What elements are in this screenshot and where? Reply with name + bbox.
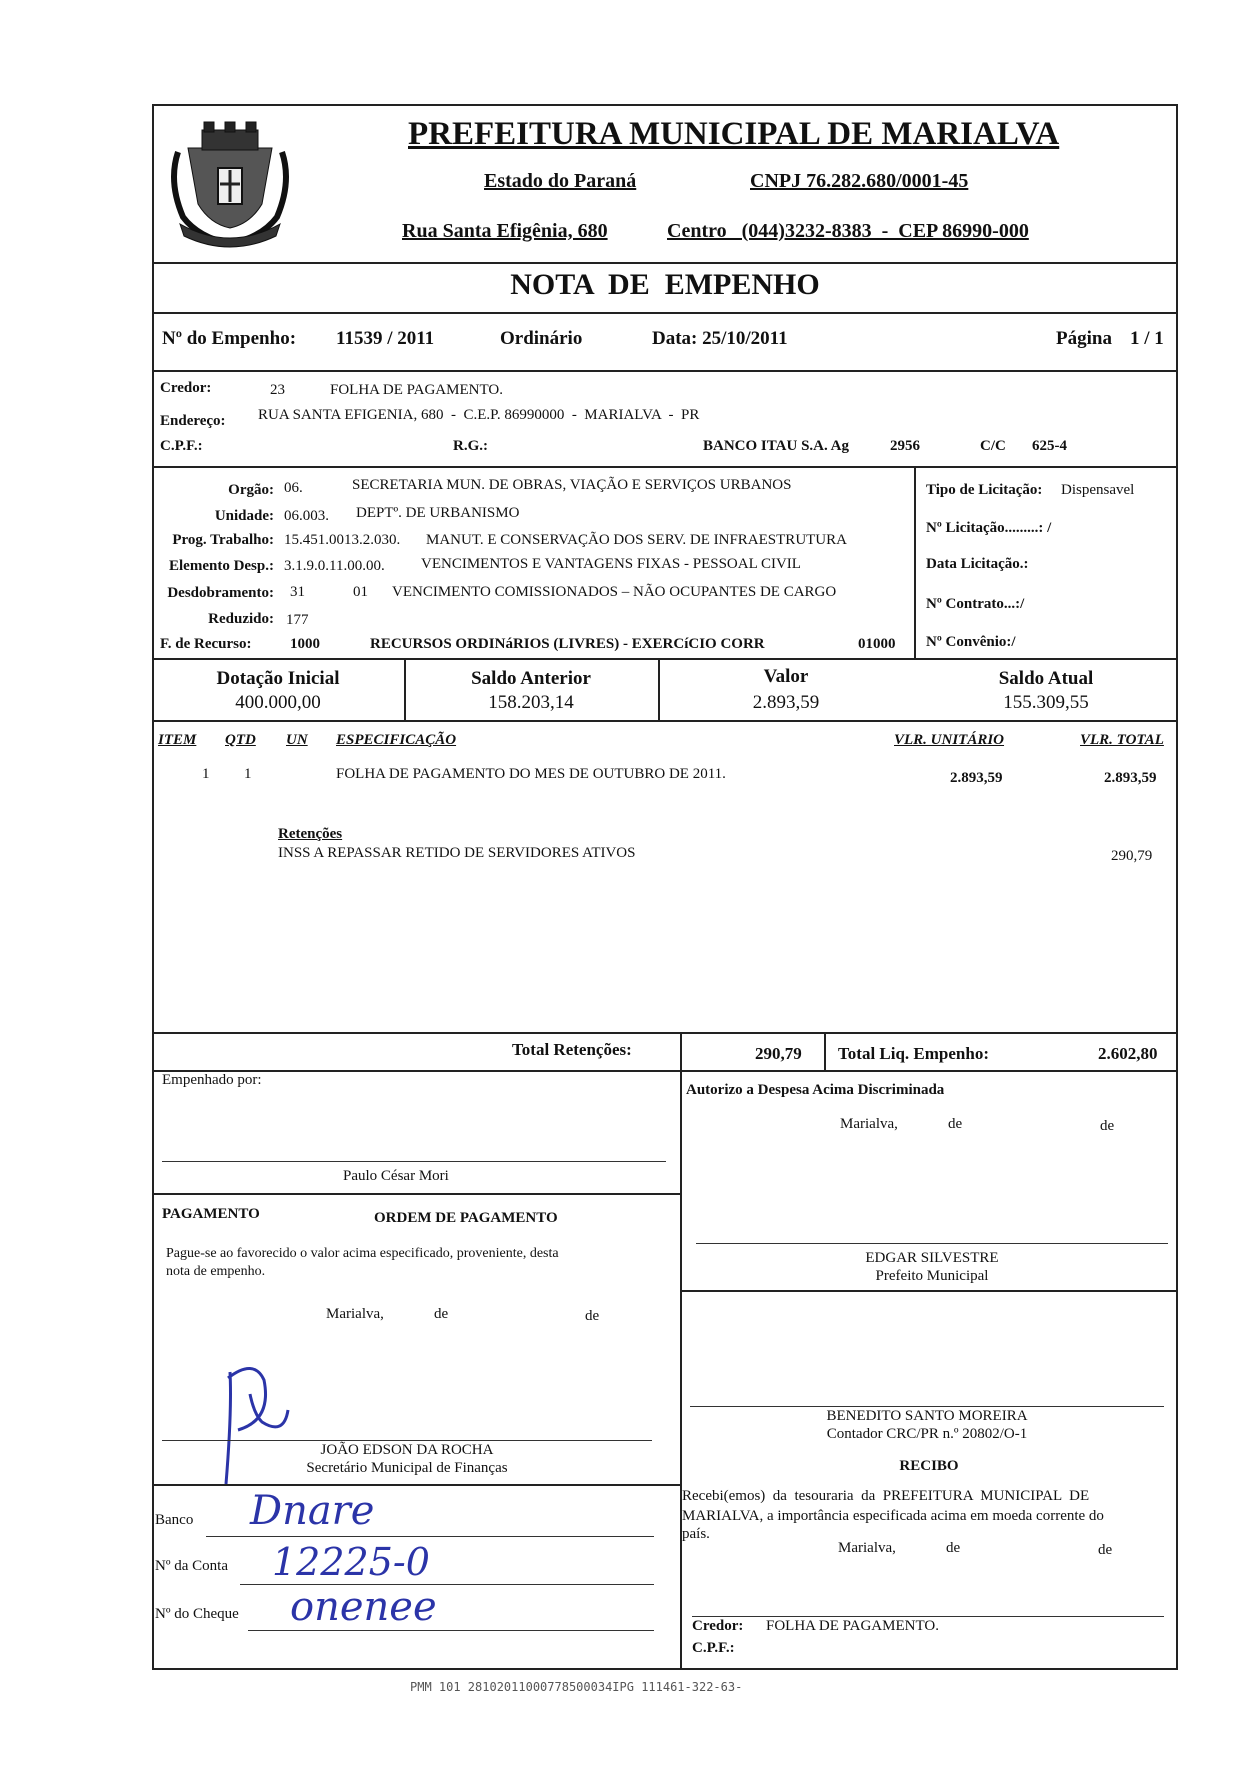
numero-contrato: Nº Contrato...:/	[926, 596, 1025, 612]
prefeito-name: EDGAR SILVESTRE	[865, 1250, 999, 1266]
endereco: RUA SANTA EFIGENIA, 680 - C.E.P. 86990000 - MARIALVA - PR	[258, 407, 700, 423]
data-licitacao: Data Licitação.:	[926, 556, 1029, 572]
recurso-code: 1000	[290, 636, 320, 652]
credor-label: Credor:	[160, 380, 212, 396]
numero-convenio: Nº Convênio:/	[926, 634, 1016, 650]
valor-value: 2.893,59	[752, 692, 820, 713]
recibo-label: RECIBO	[899, 1458, 959, 1474]
dotacao-inicial-label: Dotação Inicial	[216, 668, 340, 689]
page-label: Página	[1056, 328, 1112, 349]
dotacao-inicial-value: 400.000,00	[235, 692, 321, 713]
saldo-atual-label: Saldo Atual	[998, 668, 1094, 689]
recurso-label: F. de Recurso:	[160, 636, 252, 652]
item-number: 1	[202, 766, 210, 782]
address-contact: Centro (044)3232-8383 - CEP 86990-000	[667, 220, 1029, 242]
rg-label: R.G.:	[453, 438, 488, 454]
autorizo-place: Marialva,	[840, 1116, 898, 1132]
saldo-atual-value: 155.309,55	[1003, 692, 1089, 713]
total-liquido-label: Total Liq. Empenho:	[838, 1044, 989, 1063]
recibo-text-3: país.	[682, 1526, 710, 1542]
contador-role: Contador CRC/PR n.º 20802/O-1	[826, 1426, 1028, 1442]
total-liquido-value: 2.602,80	[1098, 1044, 1158, 1063]
conta-label: Nº da Conta	[155, 1558, 228, 1574]
retencao-value: 290,79	[1111, 848, 1153, 864]
retencao-desc: INSS A REPASSAR RETIDO DE SERVIDORES ATIVOS	[278, 845, 636, 861]
endereco-label: Endereço:	[160, 413, 226, 429]
orgao-name: SECRETARIA MUN. DE OBRAS, VIAÇÃO E SERVIÇOS URBANOS	[352, 477, 792, 493]
desdobramento-name: VENCIMENTO COMISSIONADOS – NÃO OCUPANTES DE CARGO	[392, 584, 837, 600]
col-vlr-unitario: VLR. UNITÁRIO	[894, 732, 1005, 748]
unidade-label: Unidade:	[214, 508, 274, 524]
numero-licitacao: Nº Licitação.........: /	[926, 520, 1052, 536]
unidade-code: 06.003.	[284, 508, 329, 524]
autorizo-label: Autorizo a Despesa Acima Discriminada	[686, 1082, 945, 1098]
banco-label: Banco	[155, 1512, 194, 1528]
cc-label: C/C	[980, 438, 1006, 454]
elemento-name: VENCIMENTOS E VANTAGENS FIXAS - PESSOAL CIVIL	[421, 556, 801, 572]
reduzido-value: 177	[286, 612, 309, 628]
recibo-credor: FOLHA DE PAGAMENTO.	[766, 1618, 939, 1634]
orgao-label: Orgão:	[228, 482, 274, 498]
cnpj: CNPJ 76.282.680/0001-45	[750, 170, 969, 192]
col-item: ITEM	[158, 732, 197, 748]
reduzido-label: Reduzido:	[208, 611, 274, 627]
tipo-licitacao: Dispensavel	[1061, 482, 1135, 498]
autorizo-de2: de	[1100, 1118, 1115, 1134]
orgao-code: 06.	[284, 480, 303, 496]
credor-code: 23	[270, 382, 285, 398]
total-retencoes-value: 290,79	[755, 1044, 802, 1063]
elemento-code: 3.1.9.0.11.00.00.	[284, 558, 385, 574]
autorizo-de1: de	[948, 1116, 963, 1132]
prog-trabalho-name: MANUT. E CONSERVAÇÃO DOS SERV. DE INFRAESTRUTURA	[426, 532, 847, 548]
pagamento-text-1: Pague-se ao favorecido o valor acima especificado, proveniente, desta	[166, 1246, 559, 1261]
col-un: UN	[286, 732, 308, 748]
banco-handwritten: Dnare	[250, 1488, 375, 1534]
secretario-role: Secretário Municipal de Finanças	[306, 1460, 508, 1476]
ordem-pagamento-label: ORDEM DE PAGAMENTO	[374, 1210, 558, 1226]
desdobramento-label: Desdobramento:	[167, 585, 274, 601]
pagamento-de2: de	[585, 1308, 600, 1324]
secretario-name: JOÃO EDSON DA ROCHA	[320, 1442, 494, 1458]
elemento-label: Elemento Desp.:	[169, 558, 274, 574]
recibo-de1: de	[946, 1540, 961, 1556]
item-vlr-total: 2.893,59	[1104, 770, 1157, 786]
cc-number: 625-4	[1032, 438, 1067, 454]
cheque-handwritten: onenee	[290, 1584, 437, 1630]
prefeito-role: Prefeito Municipal	[875, 1268, 989, 1284]
item-qtd: 1	[244, 766, 252, 782]
unidade-name: DEPTº. DE URBANISMO	[356, 505, 520, 521]
empenhado-name: Paulo César Mori	[343, 1168, 449, 1184]
recibo-text-2: MARIALVA, a importância especificada acima em moeda corrente do	[682, 1508, 1104, 1524]
cpf-label: C.P.F.:	[160, 438, 203, 454]
credor-name: FOLHA DE PAGAMENTO.	[330, 382, 503, 398]
col-qtd: QTD	[225, 732, 256, 748]
recurso-number: 01000	[858, 636, 896, 652]
pagamento-de1: de	[434, 1306, 449, 1322]
bank-name: BANCO ITAU S.A. Ag	[703, 438, 849, 454]
conta-handwritten: 12225-0	[272, 1540, 430, 1584]
desdobramento-sub: 01	[353, 584, 368, 600]
state-name: Estado do Paraná	[484, 170, 637, 192]
recibo-credor-label: Credor:	[692, 1618, 744, 1634]
prog-trabalho-label: Prog. Trabalho:	[172, 532, 274, 548]
recibo-de2: de	[1098, 1542, 1113, 1558]
saldo-anterior-label: Saldo Anterior	[471, 668, 591, 689]
empenho-number-label: Nº do Empenho:	[162, 328, 297, 349]
col-especificacao: ESPECIFICAÇÃO	[336, 732, 457, 748]
bank-agency: 2956	[890, 438, 920, 454]
pagamento-text-2: nota de empenho.	[166, 1264, 266, 1279]
institution-title: PREFEITURA MUNICIPAL DE MARIALVA	[408, 116, 1060, 152]
pagamento-place: Marialva,	[326, 1306, 384, 1322]
pagamento-label: PAGAMENTO	[162, 1206, 260, 1222]
retencoes-label: Retenções	[278, 826, 343, 842]
recibo-cpf-label: C.P.F.:	[692, 1640, 735, 1656]
empenho-date: Data: 25/10/2011	[652, 328, 788, 349]
recurso-name: RECURSOS ORDINáRIOS (LIVRES) - EXERCíCIO CORR	[370, 636, 765, 652]
empenho-type: Ordinário	[500, 328, 583, 349]
recibo-text-1: Recebi(emos) da tesouraria da PREFEITURA MUNICIPAL DE	[682, 1488, 1090, 1504]
prog-trabalho-code: 15.451.0013.2.030.	[284, 532, 401, 548]
contador-name: BENEDITO SANTO MOREIRA	[826, 1408, 1028, 1424]
cheque-label: Nº do Cheque	[155, 1606, 239, 1622]
document-title: NOTA DE EMPENHO	[510, 268, 820, 301]
col-vlr-total: VLR. TOTAL	[1080, 732, 1164, 748]
tipo-licitacao-label: Tipo de Licitação:	[926, 482, 1043, 498]
desdobramento-code: 31	[290, 584, 305, 600]
item-vlr-unitario: 2.893,59	[950, 770, 1003, 786]
recibo-place: Marialva,	[838, 1540, 896, 1556]
empenho-number: 11539 / 2011	[336, 328, 435, 349]
valor-label: Valor	[763, 666, 809, 687]
item-especificacao: FOLHA DE PAGAMENTO DO MES DE OUTUBRO DE 2011.	[336, 766, 726, 782]
page-number: 1 / 1	[1130, 328, 1164, 349]
total-retencoes-label: Total Retenções:	[512, 1040, 632, 1059]
empenhado-label: Empenhado por:	[162, 1072, 262, 1088]
footer-code: PMM 101 28102011000778500034IPG 111461-322-63-	[410, 1680, 743, 1694]
saldo-anterior-value: 158.203,14	[488, 692, 574, 713]
address-street: Rua Santa Efigênia, 680	[402, 220, 608, 242]
